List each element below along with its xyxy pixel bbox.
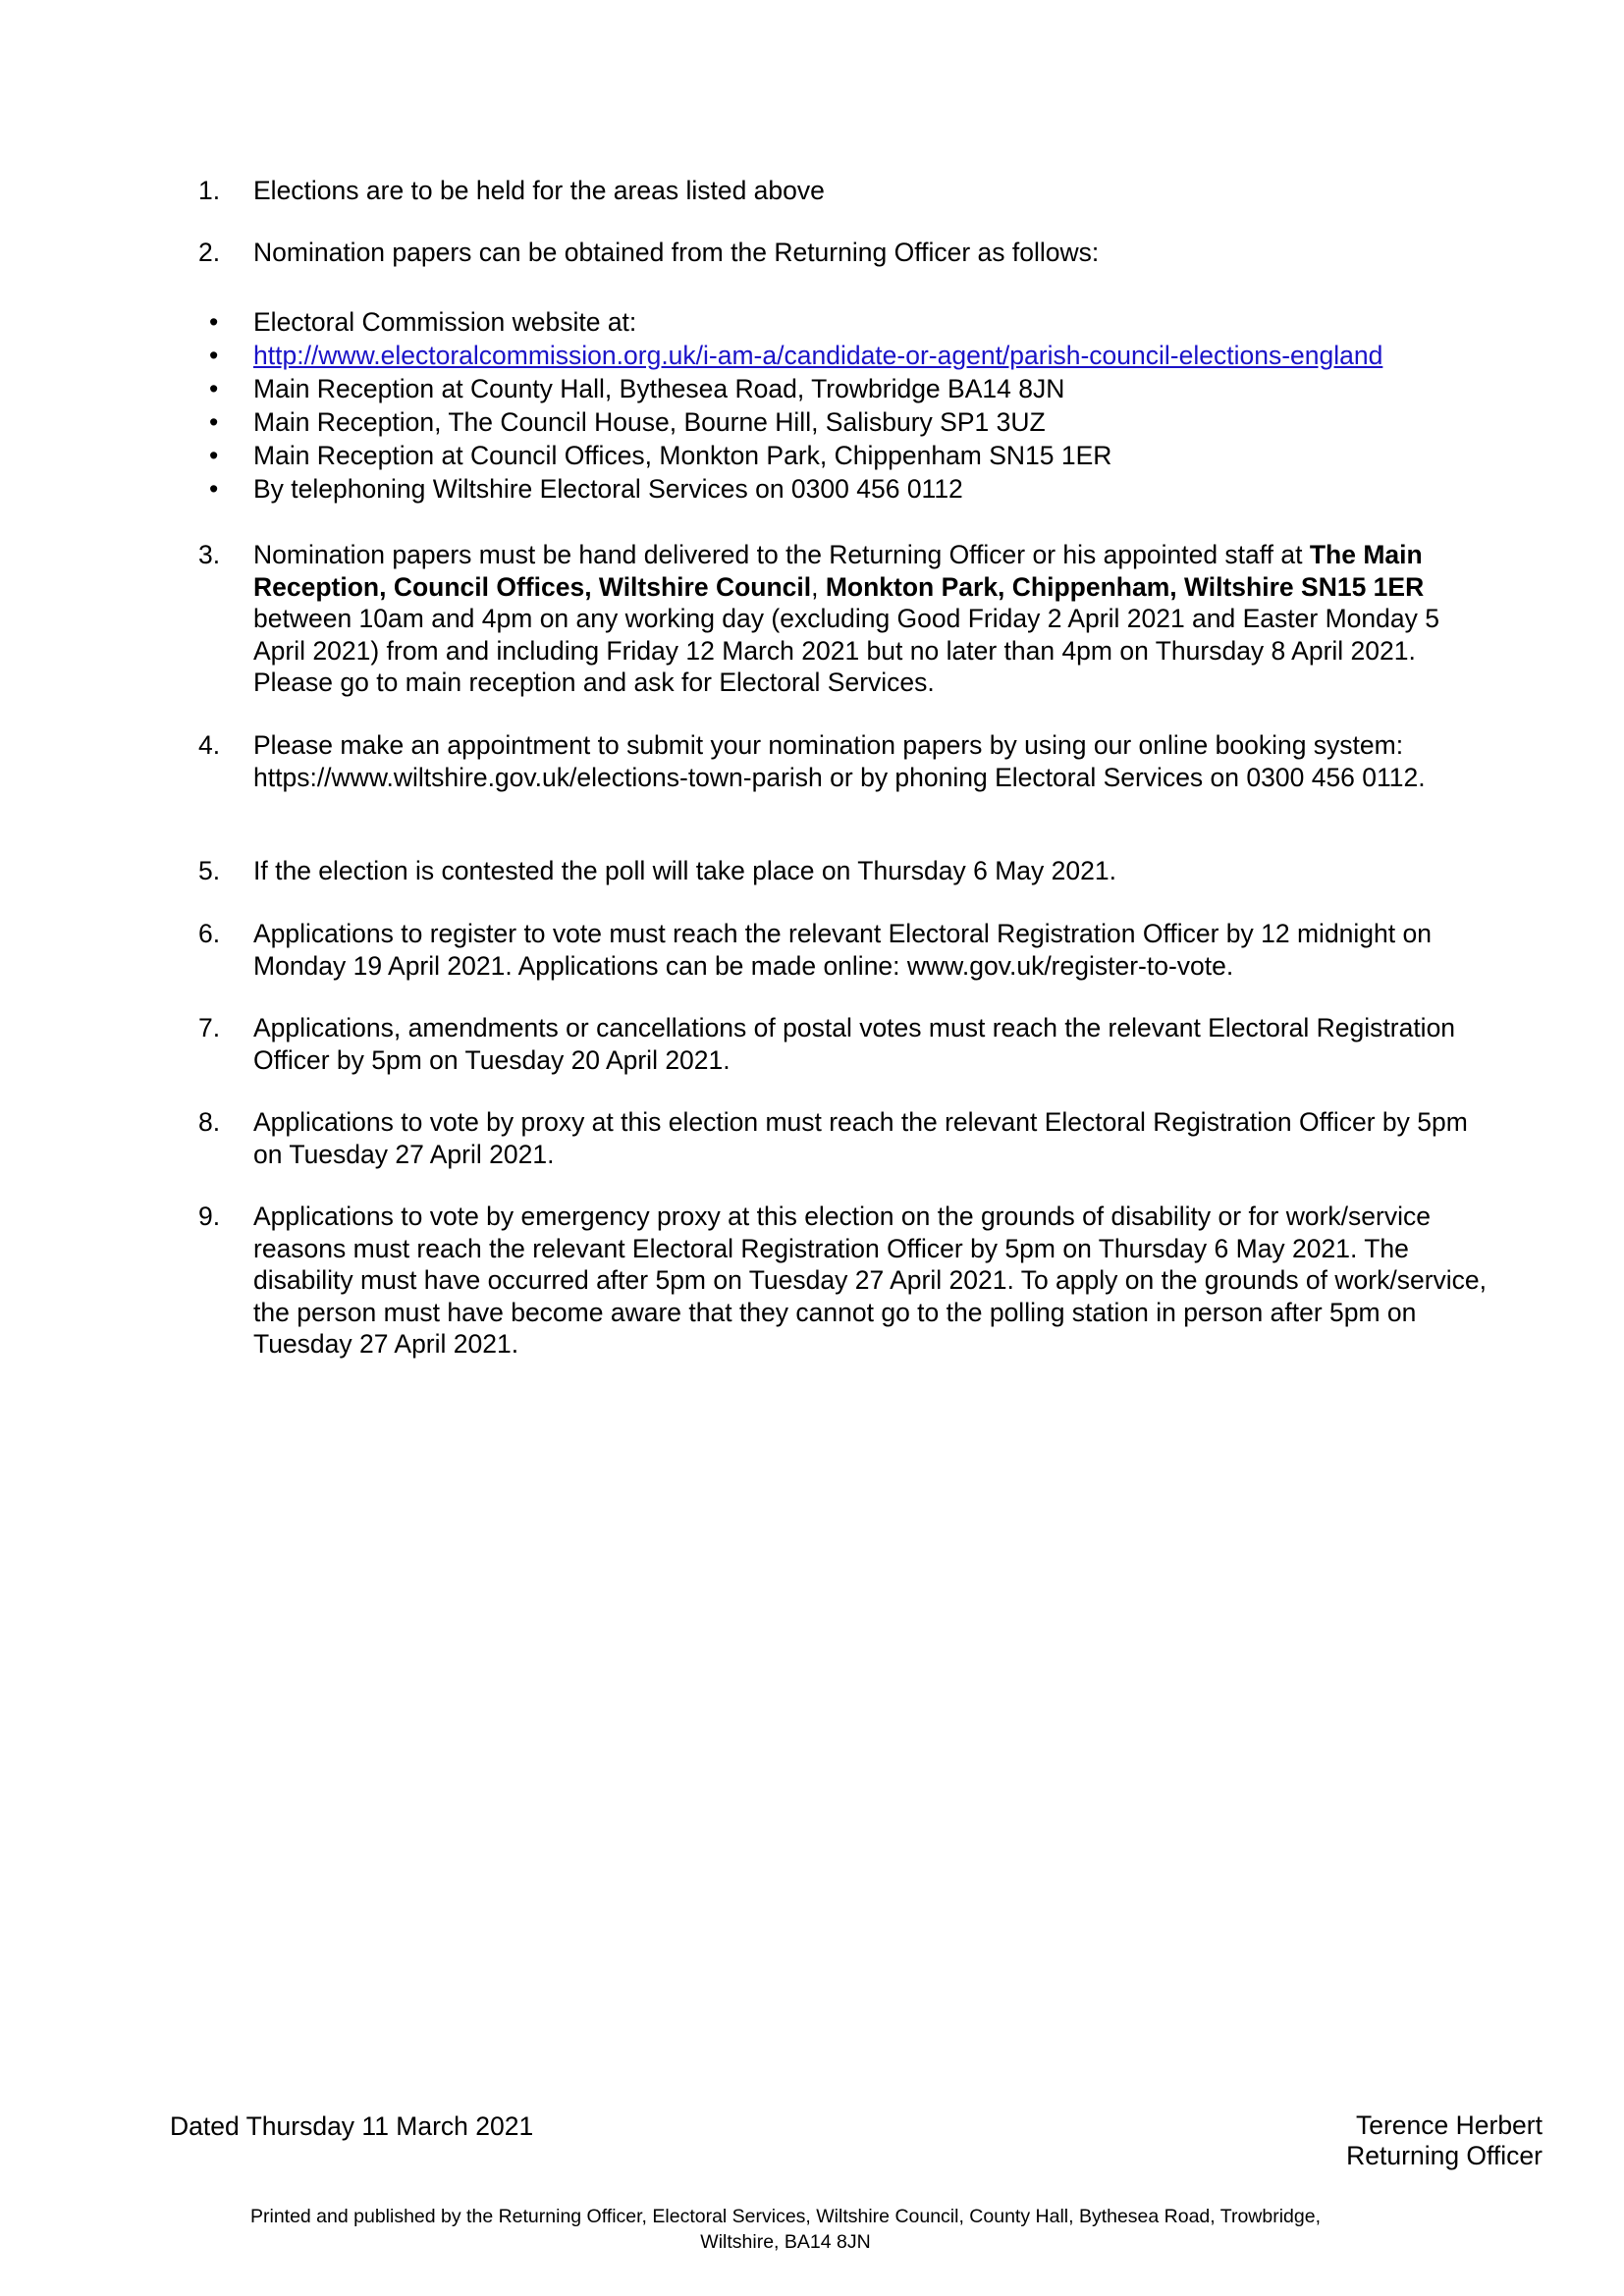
item-text: Applications to register to vote must reach the relevant Electoral Registration Officer by 12 midnight on Monday 19 April 2021. Applications can be made online: www.gov.uk/register-to-vote.	[253, 919, 1432, 981]
bullet: •	[209, 407, 219, 437]
list-item	[198, 472, 1494, 506]
list-item-text: Main Reception at County Hall, Bythesea Road, Trowbridge BA14 8JN	[253, 374, 1065, 403]
bullet: •	[209, 374, 219, 403]
item-text-segment: between 10am and 4pm on any working day (excluding Good Friday 2 April 2021 and Easter Monday 5 April 2021) from and including Friday 12 March 2021 but no later than 4pm on Thursday 8 April 2021. Please go to main reception and ask for Electoral Services.	[253, 604, 1439, 697]
item-number: 6.	[198, 919, 221, 948]
list-item	[198, 405, 1494, 439]
address-bold-text: Monkton Park, Chippenham, Wiltshire SN15 1ER	[825, 571, 1425, 602]
item-number: 8.	[198, 1107, 221, 1137]
item-text-segment: ,	[811, 571, 826, 602]
list-item-text: Main Reception, The Council House, Bourne Hill, Salisbury SP1 3UZ	[253, 407, 1046, 437]
item-text: Applications to vote by proxy at this election must reach the relevant Electoral Registration Officer by 5pm on Tuesday 27 April 2021.	[253, 1107, 1468, 1169]
item-number: 7.	[198, 1013, 221, 1042]
item-text: Applications, amendments or cancellations of postal votes must reach the relevant Electoral Registration Officer by 5pm on Tuesday 20 April 2021.	[253, 1013, 1456, 1075]
item-number: 9.	[198, 1201, 221, 1231]
bullet: •	[209, 474, 219, 504]
item-number: 4.	[198, 730, 221, 760]
list-item	[198, 339, 1494, 372]
list-item	[198, 305, 1494, 339]
signature-block	[1346, 2110, 1543, 2171]
nomination-sources-list	[198, 305, 1494, 506]
list-item-text: Main Reception at Council Offices, Monkton Park, Chippenham SN15 1ER	[253, 441, 1112, 470]
imprint	[147, 2204, 1424, 2255]
dated-line: Dated Thursday 11 March 2021	[170, 2111, 534, 2141]
item-text: If the election is contested the poll will take place on Thursday 6 May 2021.	[253, 856, 1116, 885]
signatory-name: Terence Herbert	[1355, 2110, 1543, 2140]
imprint-line: Printed and published by the Returning Officer, Electoral Services, Wiltshire Council, County Hall, Bythesea Road, Trowbridge,	[249, 2206, 1321, 2227]
list-item	[198, 372, 1494, 405]
list-item	[198, 439, 1494, 472]
item-text: Applications to vote by emergency proxy at this election on the grounds of disability or for work/service reasons must reach the relevant Electoral Registration Officer by 5pm on Thursday 6 May 2021. The disability must have occurred after 5pm on Tuesday 27 April 2021. To apply on the grounds of work/service, the person must have become aware that they cannot go to the polling station in person after 5pm on Tuesday 27 April 2021.	[253, 1201, 1488, 1359]
item-number: 1.	[198, 176, 221, 205]
list-item-text: Electoral Commission website at:	[253, 307, 637, 337]
electoral-commission-link[interactable]: http://www.electoralcommission.org.uk/i-am-a/candidate-or-agent/parish-council-elections-england	[253, 341, 1383, 370]
list-item-text: By telephoning Wiltshire Electoral Services on 0300 456 0112	[253, 474, 963, 504]
item-text-segment: Nomination papers must be hand delivered to the Returning Officer or his appointed staff at	[253, 540, 1310, 569]
address-bold-text: The Main Reception, Council Offices, Wiltshire Council	[253, 540, 1423, 602]
item-text	[253, 539, 1490, 699]
item-number: 2.	[198, 238, 221, 267]
item-text: Please make an appointment to submit your nomination papers by using our online booking system: https://www.wiltshire.gov.uk/elections-town-parish or by phoning Electoral Services on 0300 456 0112.	[253, 730, 1426, 792]
bullet: •	[209, 441, 219, 470]
item-number: 5.	[198, 856, 221, 885]
signatory-title: Returning Officer	[1346, 2141, 1543, 2170]
item-number: 3.	[198, 540, 221, 569]
bullet: •	[209, 307, 219, 337]
item-text: Nomination papers can be obtained from the Returning Officer as follows:	[253, 238, 1100, 267]
item-text: Elections are to be held for the areas listed above	[253, 176, 825, 205]
imprint-line: Wiltshire, BA14 8JN	[700, 2231, 871, 2253]
bullet: •	[209, 341, 219, 370]
